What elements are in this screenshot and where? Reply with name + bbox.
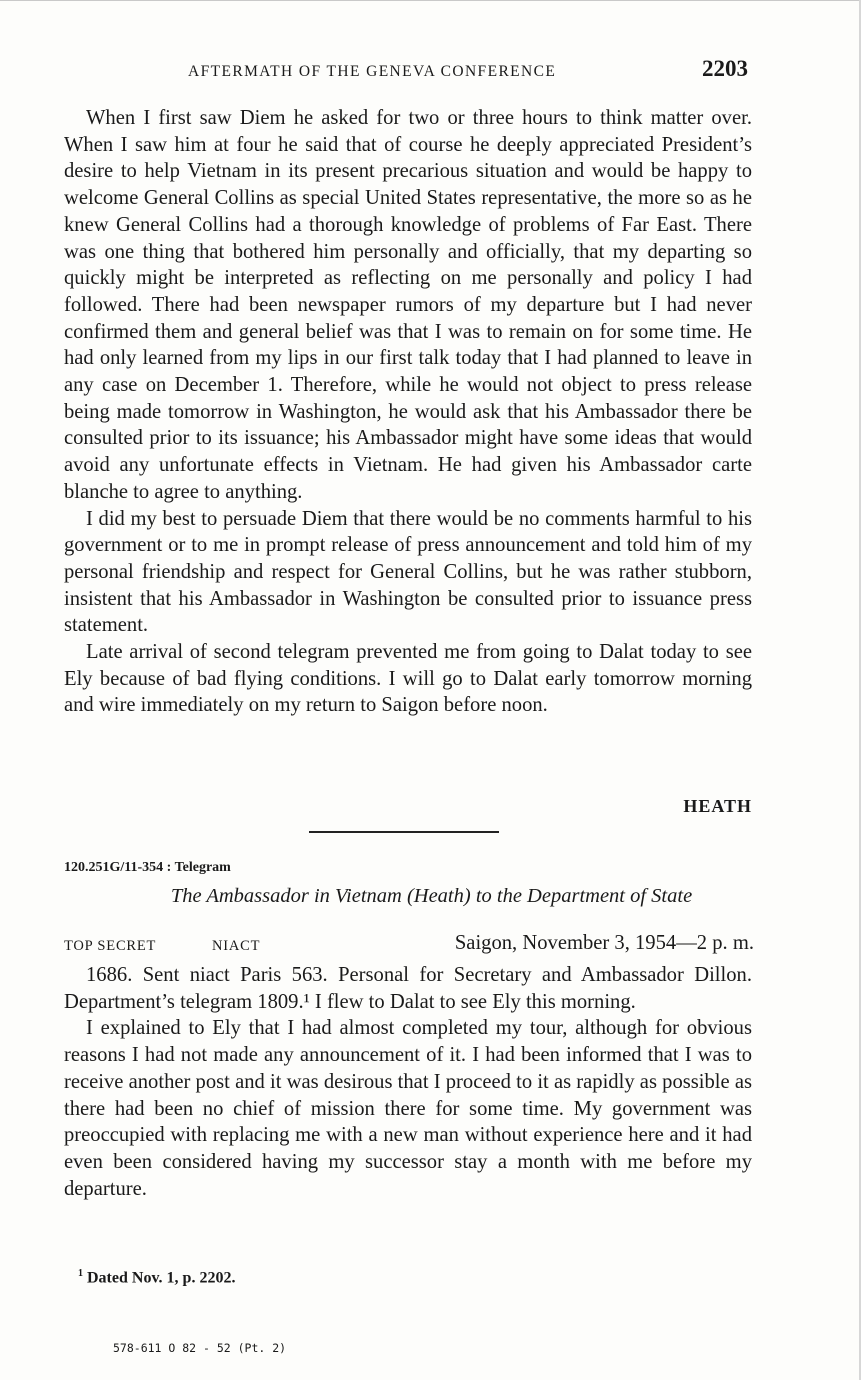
page-top-edge [0, 0, 861, 1]
precedence: NIACT [212, 938, 261, 954]
dateline: Saigon, November 3, 1954—2 p. m. [454, 932, 754, 954]
page-header [64, 56, 754, 86]
paragraph: Late arrival of second telegram prevented me from going to Dalat today to see Ely because of bad flying conditions. I will go to Dalat early tomorrow morning and wire immediately on my return to Saigon before noon. [64, 641, 752, 717]
printer-code: 578-611 O 82 - 52 (Pt. 2) [113, 1341, 287, 1355]
paragraph: I did my best to persuade Diem that there would be no comments harmful to his government or to me in prompt release of press announcement and told him of my personal friendship and respect for General Collins, but he was rather stubborn, insistent that his Ambassador in Washington be consulted prior to issuance press statement. [64, 507, 752, 637]
signature: HEATH [683, 796, 752, 816]
paragraph: I explained to Ely that I had almost completed my tour, although for obvious reasons I had not made any announcement of it. I had been informed that I was to receive another post and it was desirous that I proceed to it as rapidly as possible as there had been no chief of mission there for some time. My government was preoccupied with replacing me with a new man without experience here and it had even been considered having my successor stay a month with me before my departure. [64, 1017, 752, 1200]
footnote [78, 1268, 235, 1287]
section-divider [309, 831, 499, 833]
continued-telegram-text [64, 105, 752, 719]
paragraph: 1686. Sent niact Paris 563. Personal for Secretary and Ambassador Dillon. Department’s telegram 1809.¹ I flew to Dalat to see Ely this morning. [64, 964, 752, 1013]
footnote-text: Dated Nov. 1, p. 2202. [87, 1269, 236, 1287]
footnote-marker: 1 [78, 1268, 83, 1279]
paragraph: When I first saw Diem he asked for two or three hours to think matter over. When I saw him at four he said that of course he deeply appreciated President’s desire to help Vietnam in its present precarious situation and would be happy to welcome General Collins as special United States representative, the more so as he knew General Collins had a thorough knowledge of problems of Far East. There was one thing that bothered him personally and officially, that my departing so quickly might be interpreted as reflecting on me personally and policy I had followed. There had been newspaper rumors of my departure but I had never confirmed them and general belief was that I was to remain on for some time. He had only learned from my lips in our first talk today that I had planned to leave in any case on December 1. Therefore, while he would not object to press release being made tomorrow in Washington, he would ask that his Ambassador there be consulted prior to its issuance; his Ambassador might have some ideas that would avoid any unfortunate effects in Vietnam. He had given his Ambassador carte blanche to agree to anything. [64, 107, 752, 503]
classification-line [64, 932, 754, 958]
page-number: 2203 [702, 56, 748, 81]
running-head: AFTERMATH OF THE GENEVA CONFERENCE [188, 63, 557, 80]
telegram-body [64, 962, 752, 1202]
classification: TOP SECRET [64, 938, 157, 954]
document-title: The Ambassador in Vietnam (Heath) to the Department of State [170, 885, 693, 907]
file-reference: 120.251G/11-354 : Telegram [64, 860, 231, 875]
